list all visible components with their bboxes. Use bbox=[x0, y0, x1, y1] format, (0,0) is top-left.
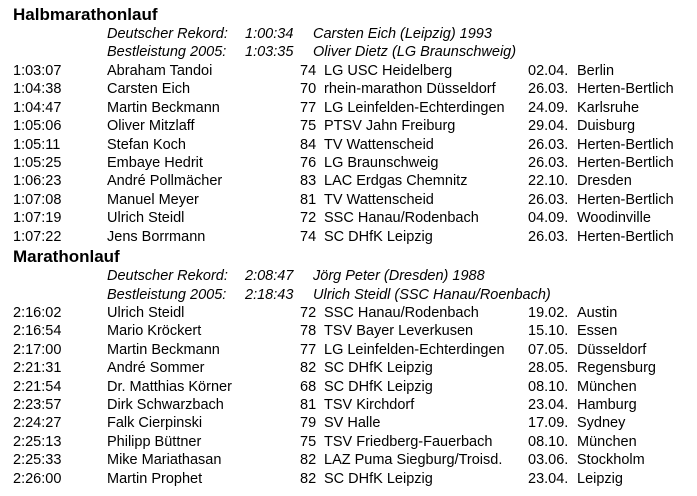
race-city: Essen bbox=[577, 323, 618, 340]
list-item bbox=[0, 209, 697, 227]
race-city: Hamburg bbox=[577, 396, 637, 413]
birth-year: 81 bbox=[300, 191, 317, 208]
section-title: Halbmarathonlauf bbox=[13, 5, 158, 24]
race-date: 26.03. bbox=[528, 81, 569, 98]
athlete-name: Dr. Matthias Körner bbox=[107, 378, 232, 395]
list-item bbox=[0, 80, 697, 98]
birth-year: 72 bbox=[300, 210, 317, 227]
record-time: 1:00:34 bbox=[245, 26, 294, 42]
athlete-name: André Pollmächer bbox=[107, 173, 223, 190]
club-name: TSV Kirchdorf bbox=[324, 396, 415, 413]
race-date: 26.03. bbox=[528, 228, 569, 245]
race-date: 17.09. bbox=[528, 415, 569, 432]
list-item bbox=[0, 228, 697, 246]
race-date: 02.04. bbox=[528, 63, 569, 79]
season-best-line bbox=[107, 286, 551, 304]
record-time: 2:08:47 bbox=[245, 268, 294, 284]
list-item bbox=[0, 99, 697, 117]
birth-year: 68 bbox=[300, 378, 317, 395]
race-date: 15.10. bbox=[528, 323, 569, 340]
athlete-name: Abraham Tandoi bbox=[107, 63, 213, 79]
list-item bbox=[0, 62, 697, 80]
race-date: 26.03. bbox=[528, 154, 569, 171]
club-name: SV Halle bbox=[324, 415, 381, 432]
athlete-name: Dirk Schwarzbach bbox=[107, 396, 224, 413]
athlete-name: Oliver Mitzlaff bbox=[107, 118, 195, 135]
result-time: 1:07:08 bbox=[13, 191, 62, 208]
result-time: 1:05:11 bbox=[13, 136, 61, 153]
race-city: Woodinville bbox=[577, 210, 651, 227]
record-holder: Jörg Peter (Dresden) 1988 bbox=[313, 268, 485, 284]
list-item bbox=[0, 117, 697, 135]
race-city: Herten-Bertlich bbox=[577, 81, 674, 98]
result-time: 1:07:22 bbox=[13, 228, 62, 245]
result-time: 1:05:25 bbox=[13, 154, 62, 171]
result-time: 2:23:57 bbox=[13, 396, 62, 413]
race-date: 29.04. bbox=[528, 118, 569, 135]
race-date: 08.10. bbox=[528, 433, 569, 450]
birth-year: 77 bbox=[300, 99, 317, 116]
athlete-name: Martin Beckmann bbox=[107, 341, 220, 358]
race-city: Leipzig bbox=[577, 470, 623, 487]
result-time: 1:05:06 bbox=[13, 118, 62, 135]
birth-year: 78 bbox=[300, 323, 317, 340]
list-item bbox=[0, 172, 697, 190]
birth-year: 76 bbox=[300, 154, 317, 171]
club-name: SC DHfK Leipzig bbox=[324, 378, 433, 395]
list-item bbox=[0, 322, 697, 340]
race-date: 23.04. bbox=[528, 470, 569, 487]
club-name: TV Wattenscheid bbox=[324, 191, 434, 208]
record-time: 2:18:43 bbox=[245, 287, 294, 303]
list-item bbox=[0, 433, 697, 451]
result-time: 2:21:31 bbox=[13, 360, 62, 377]
club-name: LG Braunschweig bbox=[324, 154, 439, 171]
race-date: 04.09. bbox=[528, 210, 569, 227]
club-name: SSC Hanau/Rodenbach bbox=[324, 305, 479, 321]
race-city: Herten-Bertlich bbox=[577, 191, 674, 208]
athlete-name: Manuel Meyer bbox=[107, 191, 199, 208]
list-item bbox=[0, 396, 697, 414]
birth-year: 72 bbox=[300, 305, 317, 321]
race-city: Herten-Bertlich bbox=[577, 228, 674, 245]
race-city: Duisburg bbox=[577, 118, 636, 135]
result-time: 2:16:54 bbox=[13, 323, 62, 340]
club-name: LG USC Heidelberg bbox=[324, 63, 453, 79]
birth-year: 75 bbox=[300, 118, 317, 135]
athlete-name: Philipp Büttner bbox=[107, 433, 202, 450]
club-name: SC DHfK Leipzig bbox=[324, 228, 433, 245]
race-city: Regensburg bbox=[577, 360, 656, 377]
race-date: 22.10. bbox=[528, 173, 569, 190]
athlete-name: Martin Beckmann bbox=[107, 99, 220, 116]
club-name: TV Wattenscheid bbox=[324, 136, 434, 153]
result-time: 2:16:02 bbox=[13, 305, 62, 321]
club-name: PTSV Jahn Freiburg bbox=[324, 118, 456, 135]
race-city: Karlsruhe bbox=[577, 99, 640, 116]
birth-year: 74 bbox=[300, 63, 317, 79]
race-city: Dresden bbox=[577, 173, 632, 190]
athlete-name: Stefan Koch bbox=[107, 136, 186, 153]
club-name: LG Leinfelden-Echterdingen bbox=[324, 99, 505, 116]
athlete-name: Ulrich Steidl bbox=[107, 210, 185, 227]
race-date: 19.02. bbox=[528, 305, 569, 321]
record-holder: Carsten Eich (Leipzig) 1993 bbox=[313, 26, 492, 42]
list-item bbox=[0, 154, 697, 172]
race-date: 26.03. bbox=[528, 136, 569, 153]
athlete-name: Martin Prophet bbox=[107, 470, 203, 487]
athlete-name: Mario Kröckert bbox=[107, 323, 202, 340]
athlete-name: Mike Mariathasan bbox=[107, 452, 222, 469]
club-name: LAC Erdgas Chemnitz bbox=[324, 173, 468, 190]
result-time: 1:04:47 bbox=[13, 99, 62, 116]
list-item bbox=[0, 414, 697, 432]
athlete-name: Ulrich Steidl bbox=[107, 305, 185, 321]
results-list bbox=[0, 304, 697, 488]
birth-year: 82 bbox=[300, 452, 317, 469]
race-date: 23.04. bbox=[528, 396, 569, 413]
birth-year: 79 bbox=[300, 415, 317, 432]
list-item bbox=[0, 191, 697, 209]
race-city: Austin bbox=[577, 305, 618, 321]
record-time: 1:03:35 bbox=[245, 44, 294, 60]
club-name: rhein-marathon Düsseldorf bbox=[324, 81, 496, 98]
club-name: LAZ Puma Siegburg/Troisd. bbox=[324, 452, 503, 469]
list-item bbox=[0, 470, 697, 488]
race-date: 03.06. bbox=[528, 452, 569, 469]
result-time: 2:26:00 bbox=[13, 470, 62, 487]
race-city: Düsseldorf bbox=[577, 341, 647, 358]
record-label: Deutscher Rekord: bbox=[107, 268, 228, 284]
birth-year: 74 bbox=[300, 228, 317, 245]
race-date: 28.05. bbox=[528, 360, 569, 377]
list-item bbox=[0, 136, 697, 154]
section-title: Marathonlauf bbox=[13, 247, 120, 266]
birth-year: 84 bbox=[300, 136, 317, 153]
club-name: SC DHfK Leipzig bbox=[324, 470, 433, 487]
record-label: Deutscher Rekord: bbox=[107, 26, 228, 42]
results-list bbox=[0, 62, 697, 246]
record-label: Bestleistung 2005: bbox=[107, 44, 227, 60]
birth-year: 77 bbox=[300, 341, 317, 358]
race-date: 26.03. bbox=[528, 191, 569, 208]
club-name: LG Leinfelden-Echterdingen bbox=[324, 341, 505, 358]
list-item bbox=[0, 359, 697, 377]
result-time: 1:04:38 bbox=[13, 81, 62, 98]
result-time: 2:21:54 bbox=[13, 378, 62, 395]
race-date: 07.05. bbox=[528, 341, 569, 358]
race-city: Herten-Bertlich bbox=[577, 154, 674, 171]
club-name: SC DHfK Leipzig bbox=[324, 360, 433, 377]
list-item bbox=[0, 341, 697, 359]
race-date: 24.09. bbox=[528, 99, 569, 116]
list-item bbox=[0, 304, 697, 322]
athlete-name: Falk Cierpinski bbox=[107, 415, 203, 432]
race-date: 08.10. bbox=[528, 378, 569, 395]
race-city: München bbox=[577, 433, 637, 450]
club-name: TSV Friedberg-Fauerbach bbox=[324, 433, 493, 450]
race-city: Herten-Bertlich bbox=[577, 136, 674, 153]
result-time: 2:25:13 bbox=[13, 433, 62, 450]
result-time: 1:06:23 bbox=[13, 173, 62, 190]
record-label: Bestleistung 2005: bbox=[107, 287, 227, 303]
birth-year: 75 bbox=[300, 433, 317, 450]
race-city: München bbox=[577, 378, 637, 395]
athlete-name: Embaye Hedrit bbox=[107, 154, 203, 171]
birth-year: 82 bbox=[300, 360, 317, 377]
birth-year: 70 bbox=[300, 81, 317, 98]
list-item bbox=[0, 451, 697, 469]
birth-year: 83 bbox=[300, 173, 317, 190]
record-holder: Ulrich Steidl (SSC Hanau/Roenbach) bbox=[313, 287, 551, 303]
season-best-line bbox=[107, 43, 516, 61]
record-holder: Oliver Dietz (LG Braunschweig) bbox=[313, 44, 517, 60]
birth-year: 82 bbox=[300, 470, 317, 487]
result-time: 1:03:07 bbox=[13, 63, 62, 79]
national-record-line bbox=[107, 25, 492, 43]
result-time: 1:07:19 bbox=[13, 210, 62, 227]
result-time: 2:25:33 bbox=[13, 452, 62, 469]
club-name: TSV Bayer Leverkusen bbox=[324, 323, 474, 340]
club-name: SSC Hanau/Rodenbach bbox=[324, 210, 479, 227]
result-time: 2:17:00 bbox=[13, 341, 62, 358]
athlete-name: André Sommer bbox=[107, 360, 205, 377]
race-city: Sydney bbox=[577, 415, 626, 432]
result-time: 2:24:27 bbox=[13, 415, 62, 432]
race-city: Berlin bbox=[577, 63, 615, 79]
athlete-name: Jens Borrmann bbox=[107, 228, 206, 245]
national-record-line bbox=[107, 267, 485, 285]
birth-year: 81 bbox=[300, 396, 317, 413]
race-city: Stockholm bbox=[577, 452, 645, 469]
list-item bbox=[0, 378, 697, 396]
athlete-name: Carsten Eich bbox=[107, 81, 191, 98]
